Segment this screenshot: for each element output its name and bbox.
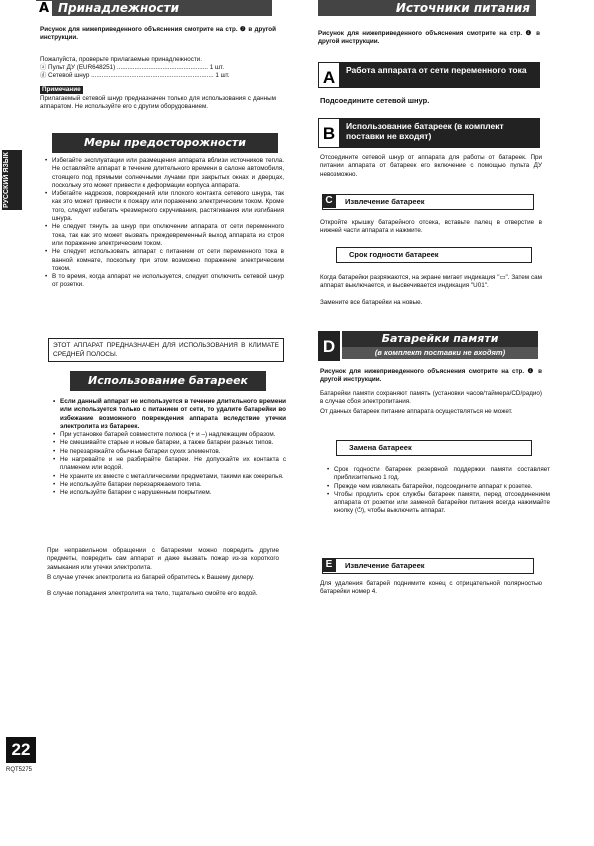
safety-heading: Меры предосторожности [52,133,278,153]
battery-life-header: Срок годности батареек [336,247,532,263]
section-title: Извлечение батареек [345,197,425,206]
list-item: • Прежде чем извлекать батарейки, подсоедините аппарат к розетке. [334,483,550,491]
section-header-accessories [36,0,272,16]
section-title: Работа аппарата от сети переменного тока [346,65,527,75]
doc-code: RQT5275 [6,767,33,773]
list-item: • Не смешивайте старые и новые батареи, а также батареи разных типов. [60,439,286,447]
replace-header: Замена батареек [336,440,532,456]
section-subtitle: (в комплект поставки не входят) [342,347,538,359]
section-c-header [322,194,534,210]
replace-list [326,466,550,516]
list-item: • Не храните их вместе с металлическими предметами, такими как ожерелья. [60,473,286,481]
section-d-text-1: Батарейки памяти сохраняют память (установки часов/таймера/CD/радио) в случае сбоя электропитания. [320,390,542,406]
list-item: • Не следует тянуть за шнур при отключении аппарата от сети переменного тока, так как это может вызвать преждевременный выход аппарата из строя или поражение электрическим током. [52,223,284,248]
section-letter: D [318,331,340,361]
list-item: • Избегайте эксплуатации или размещения аппарата вблизи источников тепла. Не оставляйте аппарат в течение длительного времени в салоне автомобиля, стоящего под прямыми солнечными лучами при закрытых окнах и дверцах, поскольку это может привести к деформации корпуса аппарата. [52,157,284,190]
section-letter: A [318,62,340,88]
section-d-intro: Рисунок для нижеприведенного объяснения смотрите на стр. ❹ в другой инструкции. [320,368,542,384]
safety-list [44,157,284,290]
battery-life-text-2: Замените все батарейки на новые. [320,299,423,306]
list-item: • Не перезаряжайте обычные батареи сухих элементов. [60,448,286,456]
section-title: Использование батареек (в комплект поставки не входят) [346,121,504,141]
section-header-power [318,0,536,16]
section-a-header [318,62,540,88]
list-item: • При установке батарей совместите полюса (+ и –) надлежащим образом. [60,431,286,439]
page-number: 22 [6,737,36,763]
list-item: • Избегайте надрезов, повреждений или плохого контакта сетевого шнура, так как это может привести к пожару или поражению электрическим током. Кроме того, следует избегать чрезмерного скручивания, растягивания или изгибания шнура. [52,190,284,223]
note-text: Прилагаемый сетевой шнур предназначен только для использования с данным аппаратом. Не используйте его с другим оборудованием. [40,95,276,111]
check-text: Пожалуйста, проверьте прилагаемые принадлежности. [40,56,203,63]
battery-life-text: Когда батарейки разряжаются, на экране мигает индикация "▭". Затем сам аппарат выключается, и высвечивается индикация "U01". [320,274,542,290]
section-e-header [322,558,534,574]
battery-heading: Использование батареек [70,371,266,391]
intro-text: Рисунок для нижеприведенного объяснения смотрите на стр. ❷ в другой инструкции. [40,26,276,42]
note-label: Примечание [42,86,81,93]
climate-box: ЭТОТ АППАРАТ ПРЕДНАЗНАЧЕН ДЛЯ ИСПОЛЬЗОВАНИЯ В КЛИМАТЕ СРЕДНЕЙ ПОЛОСЫ. [48,338,284,362]
section-b-header [318,118,540,148]
intro-text: Рисунок для нижеприведенного объяснения смотрите на стр. ❹ в другой инструкции. [318,30,540,46]
section-letter: B [318,118,340,148]
list-item: • Срок годности батареек резервной поддержки памяти составляет приблизительно 1 год. [334,466,550,483]
list-item: • Чтобы продлить срок службы батареек памяти, перед отсоединением аппарата от розетки или заменой батарейки питания всегда нажимайте кнопку (⏻), чтобы выключить аппарат. [334,491,550,516]
list-item: • Не нагревайте и не разбирайте батареи. Не допускайте их контакта с пламенем или водой. [60,456,286,473]
section-title: Источники питания [395,1,530,15]
section-b-text: Отсоедините сетевой шнур от аппарата для работы от батареек. При питании аппарата от батареек его включение с помощью пульта ДУ невозможно. [320,154,542,178]
section-title: Принадлежности [58,1,180,15]
list-item: • В то время, когда аппарат не используется, следует отключить сетевой шнур от розетки. [52,273,284,290]
section-d-header [318,331,538,361]
language-tab: РУССКИЙ ЯЗЫК [2,150,22,210]
section-e-text: Для удаления батарей поднимите конец с отрицательной полярностью батарейки номер 4. [320,580,542,596]
footer-text-1: При неправильном обращении с батареями можно повредить другие предметы, повредить сам аппарат и даже вызвать пожар из-за короткого замыкания или утечки электролита. [47,547,279,571]
section-title: Извлечение батареек [345,561,425,570]
accessory-cord: ⓓ Сетевой шнур ...................................................................... 1 шт. [40,72,230,79]
footer-text-3: В случае попадания электролита на тело, тщательно смойте его водой. [47,590,258,597]
list-item: • Не используйте батареи с нарушенным покрытием. [60,489,286,497]
section-c-text: Откройте крышку батарейного отсека, вставьте палец в отверстие в нижней части аппарата и нажмите. [320,219,542,235]
list-item: • Не следует использовать аппарат с питанием от сети переменного тока в ванной комнате, поскольку при этом возможно поражение электрическим током. [52,248,284,273]
list-item: • Не используйте батареи перезаряжаемого типа. [60,481,286,489]
footer-text-2: В случае утечек электролита из батарей обратитесь к Вашему дилеру. [47,574,255,581]
section-letter: C [322,194,336,208]
list-item: • Если данный аппарат не используется в течение длительного времени или используется только с питанием от сети, то удалите батарейки во избежание возможного повреждения аппарата вследствие утечки электролита из батареек. [60,398,286,431]
section-a-text: Подсоедините сетевой шнур. [320,96,430,105]
section-letter: E [322,558,336,572]
section-title: Батарейки памяти [342,331,538,347]
battery-list [52,398,286,498]
section-d-text-2: От данных батареек питание аппарата осуществляться не может. [320,408,513,415]
accessory-remote: ⓐ Пульт ДУ (EUR648251) .................................................... 1 шт. [40,64,224,71]
section-badge: A [36,1,52,16]
